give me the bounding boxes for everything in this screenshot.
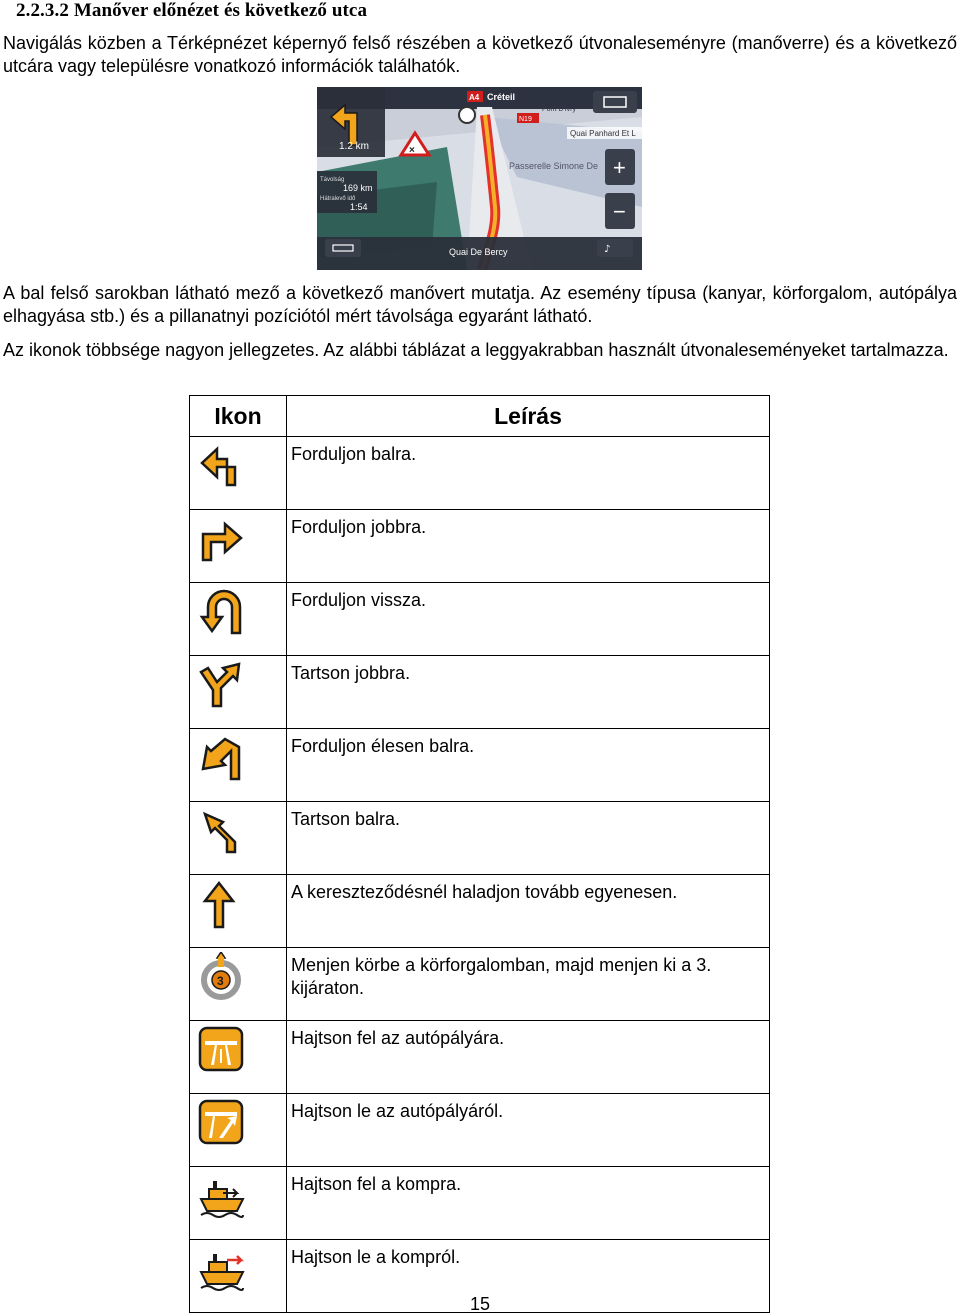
music-note-icon: ♪ (604, 244, 611, 255)
header-description: Leírás (287, 396, 770, 437)
svg-text:−: − (613, 199, 626, 224)
event-description: Tartson jobbra. (287, 656, 770, 729)
header-icon: Ikon (190, 396, 287, 437)
motorway-enter-icon (197, 1025, 247, 1075)
svg-text:N19: N19 (519, 116, 532, 123)
svg-text:169 km: 169 km (343, 183, 373, 193)
table-row (190, 1167, 770, 1240)
current-street-name: Quai De Bercy (449, 247, 508, 257)
event-description: Hajtson le a kompról. (287, 1240, 770, 1313)
event-description: Forduljon balra. (287, 437, 770, 510)
keep-right-icon (197, 660, 247, 710)
event-description: A kereszteződésnél haladjon tovább egyenesen. (287, 875, 770, 948)
event-description: Forduljon élesen balra. (287, 729, 770, 802)
table-row (190, 948, 770, 1021)
intro-paragraph: Navigálás közben a Térképnézet képernyő felső részében a következő útvonaleseményre (manőverre) és a következő utcára vagy településre vonatkozó információk találhatók. (3, 33, 957, 76)
event-description: Hajtson le az autópályáról. (287, 1094, 770, 1167)
svg-text:A4: A4 (469, 93, 480, 102)
svg-text:Távolság: Távolság (320, 177, 345, 183)
svg-text:1:54: 1:54 (350, 202, 368, 212)
ferry-board-icon (197, 1171, 247, 1221)
next-street-name: Créteil (487, 92, 516, 102)
ferry-leave-icon (197, 1244, 247, 1294)
table-row (190, 1021, 770, 1094)
table-row (190, 875, 770, 948)
maneuver-distance: 1.2 km (339, 141, 370, 152)
roundabout-icon (197, 952, 247, 1002)
motorway-exit-icon (197, 1098, 247, 1148)
section-number: 2.2.3.2 (16, 0, 69, 21)
quick-menu-button[interactable] (325, 239, 361, 257)
svg-text:Passerelle Simone De: Passerelle Simone De (509, 161, 599, 171)
turn-right-icon (197, 514, 247, 564)
svg-text:×: × (409, 145, 415, 156)
sharp-left-icon (197, 733, 247, 783)
sound-button[interactable] (597, 239, 633, 257)
u-turn-icon (197, 587, 247, 637)
event-description: Forduljon jobbra. (287, 510, 770, 583)
table-row (190, 1094, 770, 1167)
event-description: Tartson balra. (287, 802, 770, 875)
straight-icon (197, 879, 247, 929)
table-header-row (190, 396, 770, 437)
map-screenshot (317, 87, 642, 270)
table-row (190, 802, 770, 875)
svg-text:Hátralevő idő: Hátralevő idő (320, 196, 356, 202)
svg-text:Pont D'Ivry: Pont D'Ivry (542, 106, 577, 113)
event-description: Hajtson fel a kompra. (287, 1167, 770, 1240)
table-row (190, 656, 770, 729)
section-title: Manőver előnézet és következő utca (73, 0, 368, 21)
icons-paragraph: Az ikonok többsége nagyon jellegzetes. Az alábbi táblázat a leggyakrabban használt útvonaleseményeket tartalmazza. (3, 340, 949, 360)
event-description: Menjen körbe a körforgalomban, majd menjen ki a 3. kijáraton. (287, 948, 770, 1021)
svg-text:Quai Panhard Et L: Quai Panhard Et L (570, 129, 636, 138)
page-number: 15 (469, 1294, 491, 1314)
event-description: Forduljon vissza. (287, 583, 770, 656)
route-events-table (189, 395, 770, 1313)
table-row (190, 437, 770, 510)
section-heading (16, 0, 367, 22)
turn-left-icon (197, 441, 247, 491)
table-row (190, 729, 770, 802)
table-row (190, 583, 770, 656)
menu-button[interactable] (593, 91, 637, 113)
table-row (190, 510, 770, 583)
keep-left-icon (197, 806, 247, 856)
exit-number-badge: 3 (217, 974, 224, 988)
maneuver-paragraph: A bal felső sarokban látható mező a következő manővert mutatja. Az esemény típusa (kanyar, körforgalom, autópálya elhagyása stb.) és a pillanatnyi pozíciótól mért távolsága egyaránt látható. (3, 283, 957, 326)
svg-text:+: + (613, 155, 626, 180)
event-description: Hajtson fel az autópályára. (287, 1021, 770, 1094)
